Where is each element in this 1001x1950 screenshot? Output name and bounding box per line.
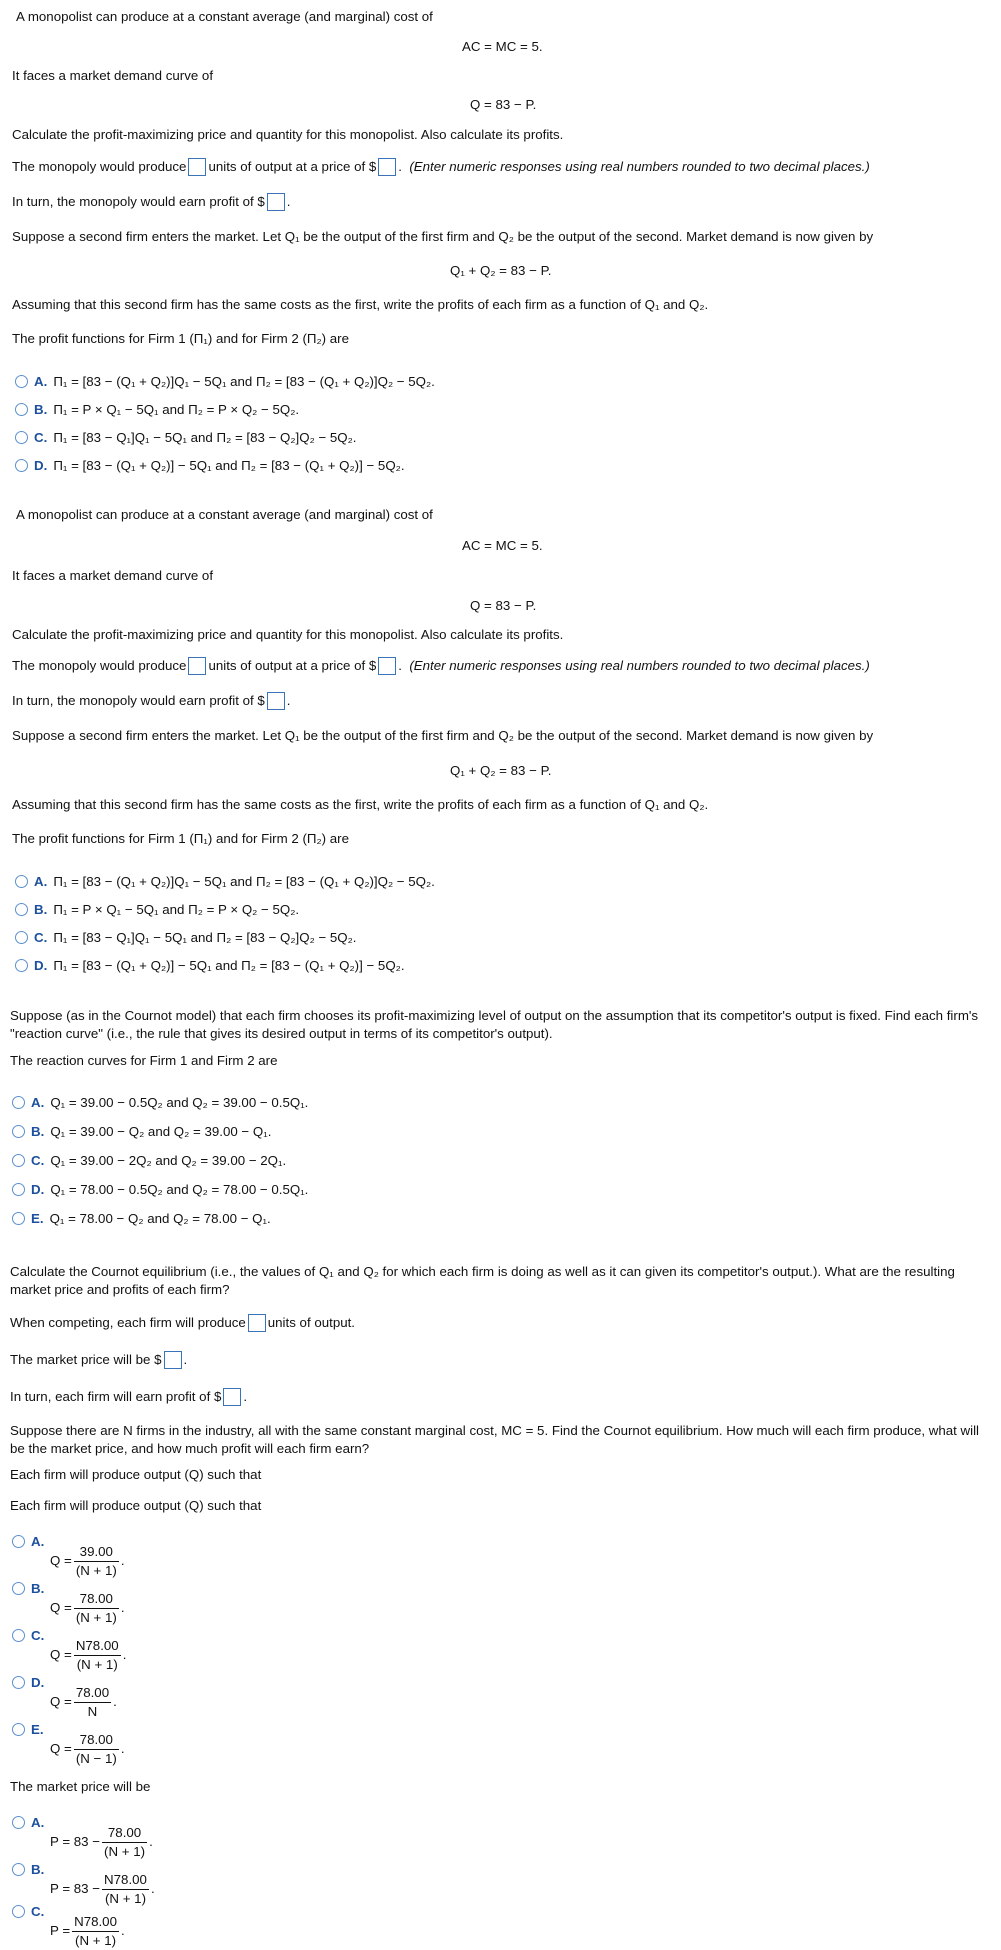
demand-equation: Q = 83 − P. xyxy=(470,97,537,112)
radio-icon[interactable] xyxy=(15,403,28,416)
assuming-text: Assuming that this second firm has the same costs as the first, write the profits of each firm as a function of Q₁ and Q₂. xyxy=(12,297,709,312)
nfirms-intro: Suppose there are N firms in the industry, all with the same constant marginal cost, MC = 5. Find the Cournot equilibrium. How much will each firm produce, what will be the market price, and how much profit will each firm earn? xyxy=(10,1423,979,1456)
cost-equation: AC = MC = 5. xyxy=(462,538,543,553)
price-input[interactable] xyxy=(378,657,396,675)
produce-label: The monopoly would produce xyxy=(12,159,187,174)
profit-functions-label: The profit functions for Firm 1 (Π₁) and for Firm 2 (Π₂) are xyxy=(12,831,349,846)
radio-icon[interactable] xyxy=(12,1212,25,1225)
radio-icon[interactable] xyxy=(12,1723,25,1736)
period: . xyxy=(398,159,402,174)
second-firm-text: Suppose a second firm enters the market. Let Q₁ be the output of the first firm and Q₂ be the output of the second. Market demand is now given by xyxy=(12,728,874,743)
price-label: units of output at a price of $ xyxy=(208,159,377,174)
radio-icon[interactable] xyxy=(12,1154,25,1167)
quantity-input[interactable] xyxy=(188,158,206,176)
nfirms-label-1: Each firm will produce output (Q) such that xyxy=(10,1467,262,1482)
second-firm-text: Suppose a second firm enters the market. Let Q₁ be the output of the first firm and Q₂ be the output of the second. Market demand is now given by xyxy=(12,229,874,244)
produce-label: The monopoly would produce xyxy=(12,658,187,673)
demand-intro: It faces a market demand curve of xyxy=(12,68,214,83)
monopoly-produce-row xyxy=(12,657,870,675)
reaction-option-b[interactable]: B. Q₁ = 39.00 − Q₂ and Q₂ = 39.00 − Q₁. xyxy=(12,1123,271,1141)
entry-note: (Enter numeric responses using real numbers rounded to two decimal places.) xyxy=(409,159,870,174)
radio-icon[interactable] xyxy=(12,1183,25,1196)
radio-icon[interactable] xyxy=(12,1629,25,1642)
profit-option-d[interactable]: D. Π₁ = [83 − (Q₁ + Q₂)] − 5Q₁ and Π₂ = [83 − (Q₁ + Q₂)] − 5Q₂. xyxy=(15,957,405,975)
fraction: $\frac{N78.00}{(N + 1)}$ xyxy=(75,1638,119,1672)
fraction: $\frac{N78.00}{(N + 1)}$ xyxy=(74,1914,117,1948)
cournot-profit-row xyxy=(10,1388,247,1406)
profit-input[interactable] xyxy=(267,193,285,211)
profit-input[interactable] xyxy=(267,692,285,710)
entry-note: (Enter numeric responses using real numbers rounded to two decimal places.) xyxy=(409,658,870,673)
cournot-price-row xyxy=(10,1351,187,1369)
reaction-label: The reaction curves for Firm 1 and Firm 2 are xyxy=(10,1053,278,1068)
problem-intro: A monopolist can produce at a constant average (and marginal) cost of xyxy=(16,507,433,522)
profit-option-c[interactable]: C. Π₁ = [83 − Q₁]Q₁ − 5Q₁ and Π₂ = [83 − Q₂]Q₂ − 5Q₂. xyxy=(15,429,357,447)
reaction-option-a[interactable]: A. Q₁ = 39.00 − 0.5Q₂ and Q₂ = 39.00 − 0.5Q₁. xyxy=(12,1094,308,1112)
period: . xyxy=(243,1389,248,1404)
cournot-intro: Calculate the Cournot equilibrium (i.e., the values of Q₁ and Q₂ for which each firm is doing as well as it can given its competitor's output.). What are the resulting market price and profits of each firm? xyxy=(10,1264,955,1297)
profit-option-b[interactable]: B. Π₁ = P × Q₁ − 5Q₁ and Π₂ = P × Q₂ − 5Q₂. xyxy=(15,401,299,419)
fraction: $\frac{78.00}{(N + 1)}$ xyxy=(104,1825,146,1859)
units-label: units of output. xyxy=(267,1315,355,1330)
radio-icon[interactable] xyxy=(12,1096,25,1109)
profit-label: In turn, the monopoly would earn profit of $ xyxy=(12,194,265,209)
cournot-price-input[interactable] xyxy=(164,1351,182,1369)
cournot-profit-input[interactable] xyxy=(223,1388,241,1406)
price-label: units of output at a price of $ xyxy=(208,658,377,673)
fraction: $\frac{78.00}{N}$ xyxy=(75,1685,110,1719)
market-price-label: The market price will be xyxy=(10,1779,151,1794)
market-equation: Q₁ + Q₂ = 83 − P. xyxy=(450,763,552,778)
cost-equation: AC = MC = 5. xyxy=(462,39,543,54)
monopoly-profit-row xyxy=(12,692,291,710)
radio-icon[interactable] xyxy=(15,931,28,944)
profit-label: In turn, the monopoly would earn profit of $ xyxy=(12,693,265,708)
demand-intro: It faces a market demand curve of xyxy=(12,568,214,583)
radio-icon[interactable] xyxy=(12,1905,25,1918)
market-equation: Q₁ + Q₂ = 83 − P. xyxy=(450,263,552,278)
reaction-option-d[interactable]: D. Q₁ = 78.00 − 0.5Q₂ and Q₂ = 78.00 − 0.5Q₁. xyxy=(12,1181,308,1199)
fraction: $\frac{N78.00}{(N + 1)}$ xyxy=(104,1872,147,1906)
cournot-profit-label: In turn, each firm will earn profit of $ xyxy=(10,1389,222,1404)
profit-option-a[interactable]: A. Π₁ = [83 − (Q₁ + Q₂)]Q₁ − 5Q₁ and Π₂ = [83 − (Q₁ + Q₂)]Q₂ − 5Q₂. xyxy=(15,373,435,391)
profit-option-b[interactable]: B. Π₁ = P × Q₁ − 5Q₁ and Π₂ = P × Q₂ − 5Q₂. xyxy=(15,901,299,919)
reaction-option-c[interactable]: C. Q₁ = 39.00 − 2Q₂ and Q₂ = 39.00 − 2Q₁. xyxy=(12,1152,286,1170)
quantity-input[interactable] xyxy=(188,657,206,675)
reaction-option-e[interactable]: E. Q₁ = 78.00 − Q₂ and Q₂ = 78.00 − Q₁. xyxy=(12,1210,271,1228)
monopoly-produce-row xyxy=(12,158,870,176)
radio-icon[interactable] xyxy=(12,1125,25,1138)
cournot-produce-row xyxy=(10,1314,355,1332)
radio-icon[interactable] xyxy=(12,1582,25,1595)
radio-icon[interactable] xyxy=(15,959,28,972)
profit-functions-label: The profit functions for Firm 1 (Π₁) and for Firm 2 (Π₂) are xyxy=(12,331,349,346)
reaction-intro: Suppose (as in the Cournot model) that each firm chooses its profit-maximizing level of output on the assumption that its competitor's output is fixed. Find each firm's "reaction curve" (i.e., the rule that gives its desired output in terms of its competitor's output). xyxy=(10,1008,979,1041)
nfirms-label-2: Each firm will produce output (Q) such that xyxy=(10,1498,262,1513)
profit-option-a[interactable]: A. Π₁ = [83 − (Q₁ + Q₂)]Q₁ − 5Q₁ and Π₂ = [83 − (Q₁ + Q₂)]Q₂ − 5Q₂. xyxy=(15,873,435,891)
radio-icon[interactable] xyxy=(15,875,28,888)
cournot-quantity-input[interactable] xyxy=(248,1314,266,1332)
assuming-text: Assuming that this second firm has the same costs as the first, write the profits of each firm as a function of Q₁ and Q₂. xyxy=(12,797,709,812)
period: . xyxy=(183,1352,188,1367)
calc-instruction: Calculate the profit-maximizing price and quantity for this monopolist. Also calculate its profits. xyxy=(12,627,564,642)
radio-icon[interactable] xyxy=(15,459,28,472)
cournot-produce-label: When competing, each firm will produce xyxy=(10,1315,246,1330)
fraction: $\frac{78.00}{(N + 1)}$ xyxy=(75,1591,117,1625)
problem-intro: A monopolist can produce at a constant average (and marginal) cost of xyxy=(16,9,433,24)
radio-icon[interactable] xyxy=(12,1816,25,1829)
monopoly-profit-row xyxy=(12,193,291,211)
radio-icon[interactable] xyxy=(12,1863,25,1876)
radio-icon[interactable] xyxy=(12,1535,25,1548)
radio-icon[interactable] xyxy=(15,375,28,388)
fraction: $\frac{39.00}{(N + 1)}$ xyxy=(75,1544,117,1578)
radio-icon[interactable] xyxy=(12,1676,25,1689)
period: . xyxy=(286,693,291,708)
profit-option-c[interactable]: C. Π₁ = [83 − Q₁]Q₁ − 5Q₁ and Π₂ = [83 − Q₂]Q₂ − 5Q₂. xyxy=(15,929,357,947)
period: . xyxy=(286,194,291,209)
fraction: $\frac{78.00}{(N - 1)}$ xyxy=(75,1732,117,1766)
profit-option-d[interactable]: D. Π₁ = [83 − (Q₁ + Q₂)] − 5Q₁ and Π₂ = [83 − (Q₁ + Q₂)] − 5Q₂. xyxy=(15,457,405,475)
radio-icon[interactable] xyxy=(15,431,28,444)
price-input[interactable] xyxy=(378,158,396,176)
cournot-price-label: The market price will be $ xyxy=(10,1352,162,1367)
period: . xyxy=(398,658,402,673)
radio-icon[interactable] xyxy=(15,903,28,916)
demand-equation: Q = 83 − P. xyxy=(470,598,537,613)
calc-instruction: Calculate the profit-maximizing price and quantity for this monopolist. Also calculate its profits. xyxy=(12,127,564,142)
